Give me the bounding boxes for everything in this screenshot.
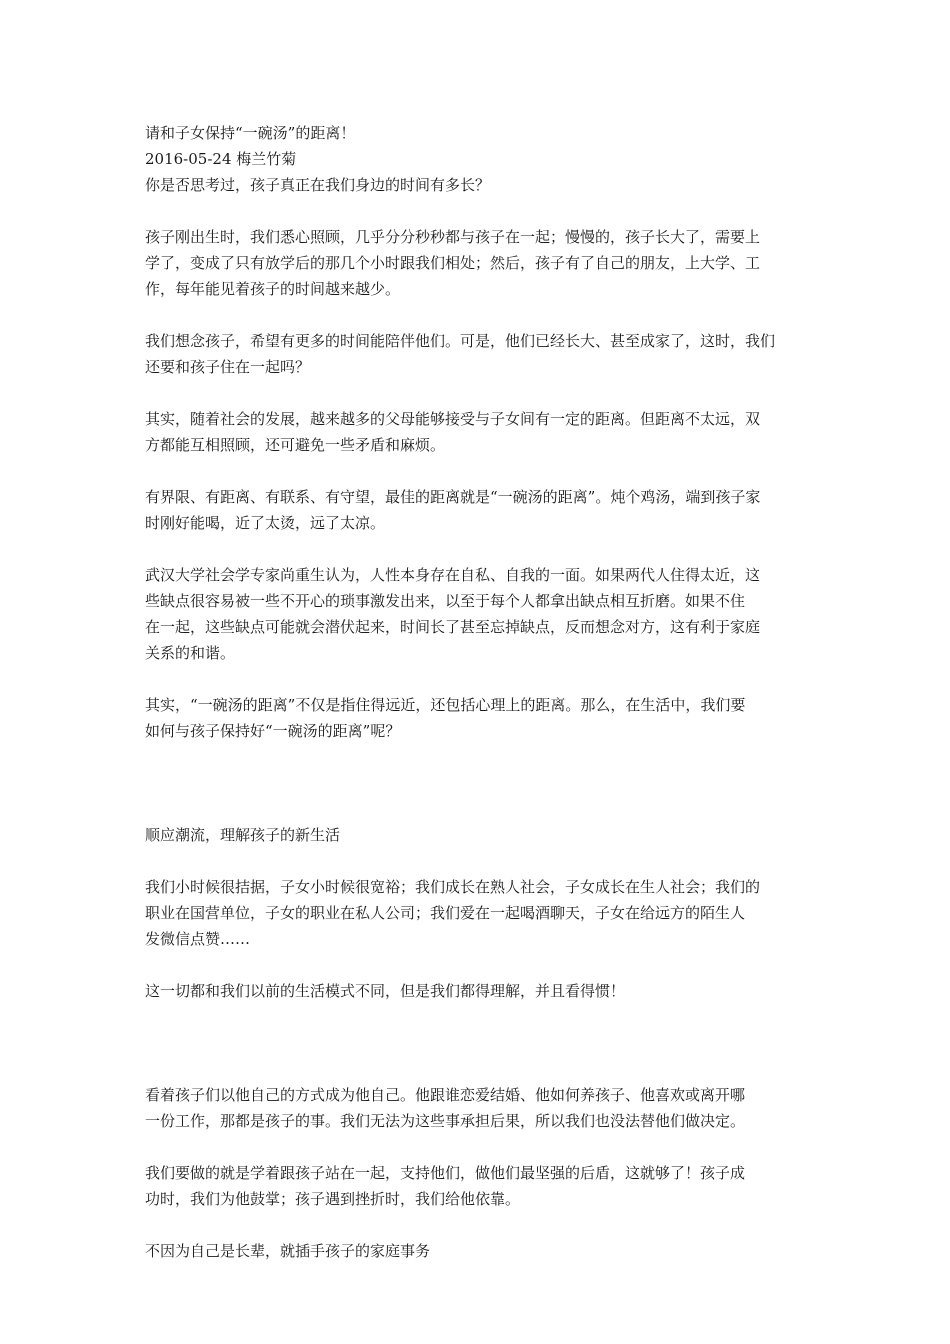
text-line: 有界限、有距离、有联系、有守望，最佳的距离就是“一碗汤的距离”。炖个鸡汤，端到孩子家 [145, 488, 761, 506]
text-line: 时刚好能喝，近了太烫，远了太凉。 [145, 514, 386, 532]
paragraph [145, 874, 810, 952]
text-line: 这一切都和我们以前的生活模式不同，但是我们都得理解，并且看得惯！ [145, 982, 626, 1000]
text-line: 孩子刚出生时，我们悉心照顾，几乎分分秒秒都与孩子在一起；慢慢的，孩子长大了，需要上 [145, 228, 761, 246]
document-page [145, 120, 810, 1264]
paragraph [145, 406, 810, 458]
text-line: 作，每年能见着孩子的时间越来越少。 [145, 280, 401, 298]
paragraph [145, 562, 810, 666]
paragraph [145, 1160, 810, 1212]
text-line: 职业在国营单位，子女的职业在私人公司；我们爱在一起喝酒聊天，子女在给远方的陌生人 [145, 904, 746, 922]
section-heading: 不因为自己是长辈，就插手孩子的家庭事务 [145, 1242, 431, 1260]
paragraph [145, 224, 810, 302]
text-line: 功时，我们为他鼓掌；孩子遇到挫折时，我们给他依靠。 [145, 1190, 521, 1208]
article-lead: 你是否思考过，孩子真正在我们身边的时间有多长？ [145, 176, 491, 194]
paragraph [145, 484, 810, 536]
text-line: 些缺点很容易被一些不开心的琐事激发出来，以至于每个人都拿出缺点相互折磨。如果不住 [145, 592, 746, 610]
text-line: 看着孩子们以他自己的方式成为他自己。他跟谁恋爱结婚、他如何养孩子、他喜欢或离开哪 [145, 1086, 746, 1104]
text-line: 我们小时候很拮据，子女小时候很宽裕；我们成长在熟人社会，子女成长在生人社会；我们的 [145, 878, 761, 896]
paragraph [145, 1082, 810, 1134]
text-line: 在一起，这些缺点可能就会潜伏起来，时间长了甚至忘掉缺点，反而想念对方，这有利于家庭 [145, 618, 761, 636]
article-meta: 2016-05-24 梅兰竹菊 [145, 150, 297, 168]
section-heading: 顺应潮流，理解孩子的新生活 [145, 826, 341, 844]
text-line: 其实，随着社会的发展，越来越多的父母能够接受与子女间有一定的距离。但距离不太远，双 [145, 410, 761, 428]
text-line: 一份工作，那都是孩子的事。我们无法为这些事承担后果，所以我们也没法替他们做决定。 [145, 1112, 746, 1130]
paragraph [145, 692, 810, 744]
text-line: 关系的和谐。 [145, 644, 236, 662]
text-line: 发微信点赞…… [145, 930, 251, 948]
text-line: 我们要做的就是学着跟孩子站在一起，支持他们，做他们最坚强的后盾，这就够了！孩子成 [145, 1164, 746, 1182]
text-line: 其实，“一碗汤的距离”不仅是指住得远近，还包括心理上的距离。那么，在生活中，我们要 [145, 696, 746, 714]
paragraph [145, 328, 810, 380]
paragraph [145, 978, 810, 1004]
text-line: 还要和孩子住在一起吗？ [145, 358, 311, 376]
text-line: 武汉大学社会学专家尚重生认为，人性本身存在自私、自我的一面。如果两代人住得太近，这 [145, 566, 761, 584]
article-title: 请和子女保持“一碗汤”的距离！ [145, 124, 356, 142]
text-line: 方都能互相照顾，还可避免一些矛盾和麻烦。 [145, 436, 446, 454]
text-line: 我们想念孩子，希望有更多的时间能陪伴他们。可是，他们已经长大、甚至成家了，这时，我们 [145, 332, 776, 350]
text-line: 学了，变成了只有放学后的那几个小时跟我们相处；然后，孩子有了自己的朋友，上大学、工 [145, 254, 761, 272]
text-line: 如何与孩子保持好“一碗汤的距离”呢？ [145, 722, 401, 740]
